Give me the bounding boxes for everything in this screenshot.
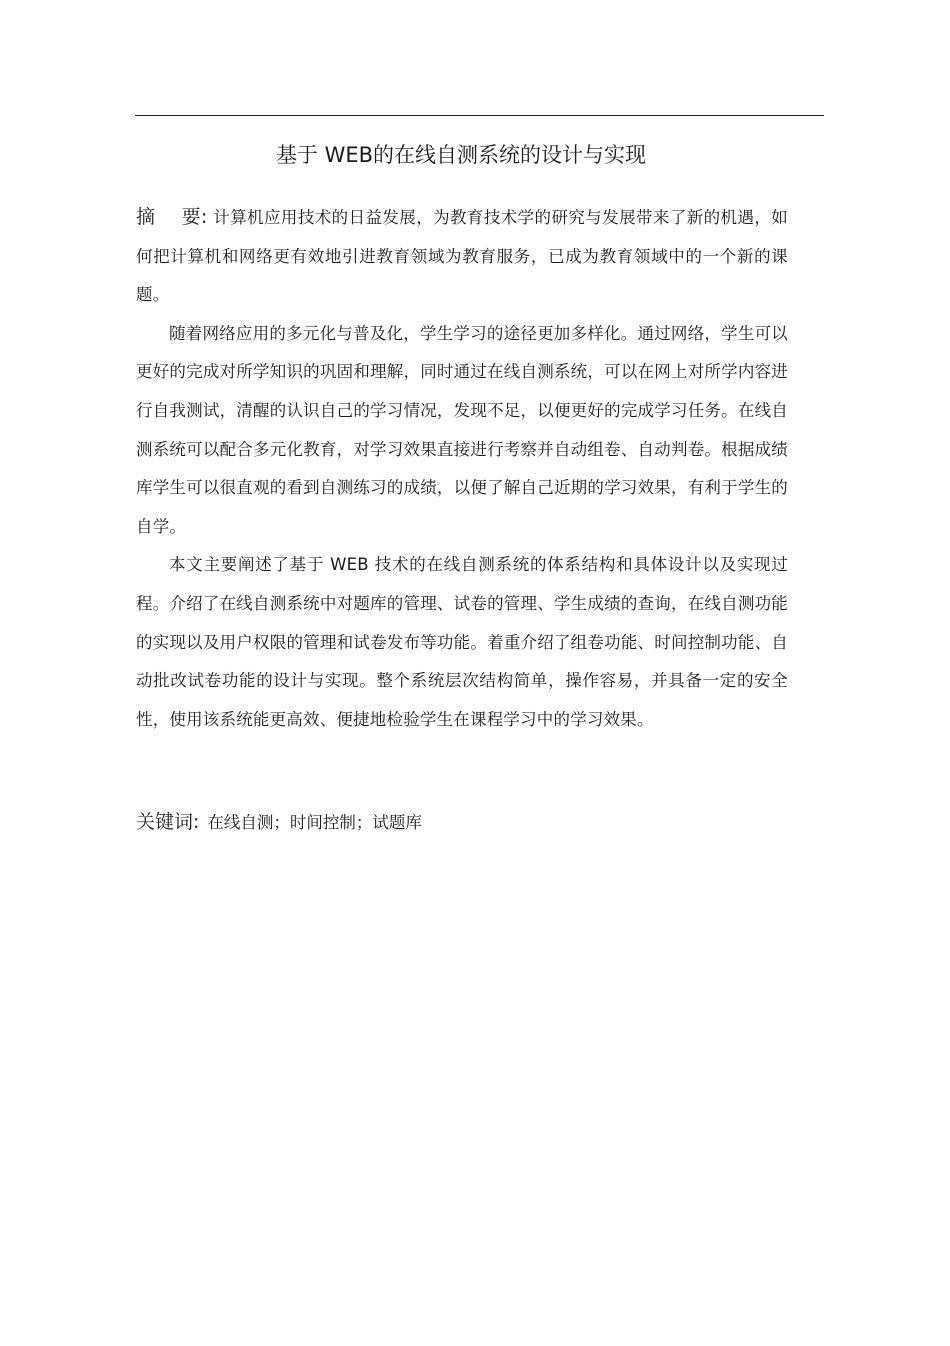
abstract-paragraph-3: 本文主要阐述了基于 WEB 技术的在线自测系统的体系结构和具体设计以及实现过程。介绍了在线自测系统中对题库的管理、试卷的管理、学生成绩的查询，在线自测功能的实现以及用户权限的管理和试卷发布等功能。着重介绍了组卷功能、时间控制功能、自动批改试卷功能的设计与实现。整个系统层次结构简单，操作容易，并具备一定的安全性，使用该系统能更高效、便捷地检验学生在课程学习中的学习效果。	[136, 555, 788, 729]
abstract-paragraph-2: 随着网络应用的多元化与普及化，学生学习的途径更加多样化。通过网络，学生可以更好的完成对所学知识的巩固和理解，同时通过在线自测系统，可以在网上对所学内容进行自我测试，清醒的认识自己的学习情况，发现不足，以便更好的完成学习任务。在线自测系统可以配合多元化教育，对学习效果直接进行考察并自动组卷、自动判卷。根据成绩库学生可以很直观的看到自测练习的成绩，以便了解自己近期的学习效果，有利于学生的自学。	[136, 323, 788, 536]
abstract-label-char-2: 要:	[181, 206, 208, 228]
document-title: 基于 WEB的在线自测系统的设计与实现	[275, 143, 647, 167]
keywords-label: 关键词:	[136, 811, 200, 833]
abstract-paragraph-1	[136, 198, 788, 315]
header-rule	[135, 115, 824, 116]
abstract-section	[136, 198, 788, 739]
keywords-section	[136, 806, 788, 839]
keywords-text: 在线自测；时间控制；试题库	[207, 813, 422, 832]
abstract-label	[136, 206, 208, 228]
abstract-paragraph-1-text: 计算机应用技术的日益发展，为教育技术学的研究与发展带来了新的机遇，如何把计算机和网络更有效地引进教育领域为教育服务，已成为教育领域中的一个新的课题。	[136, 208, 788, 305]
abstract-label-char-1: 摘	[136, 206, 156, 228]
